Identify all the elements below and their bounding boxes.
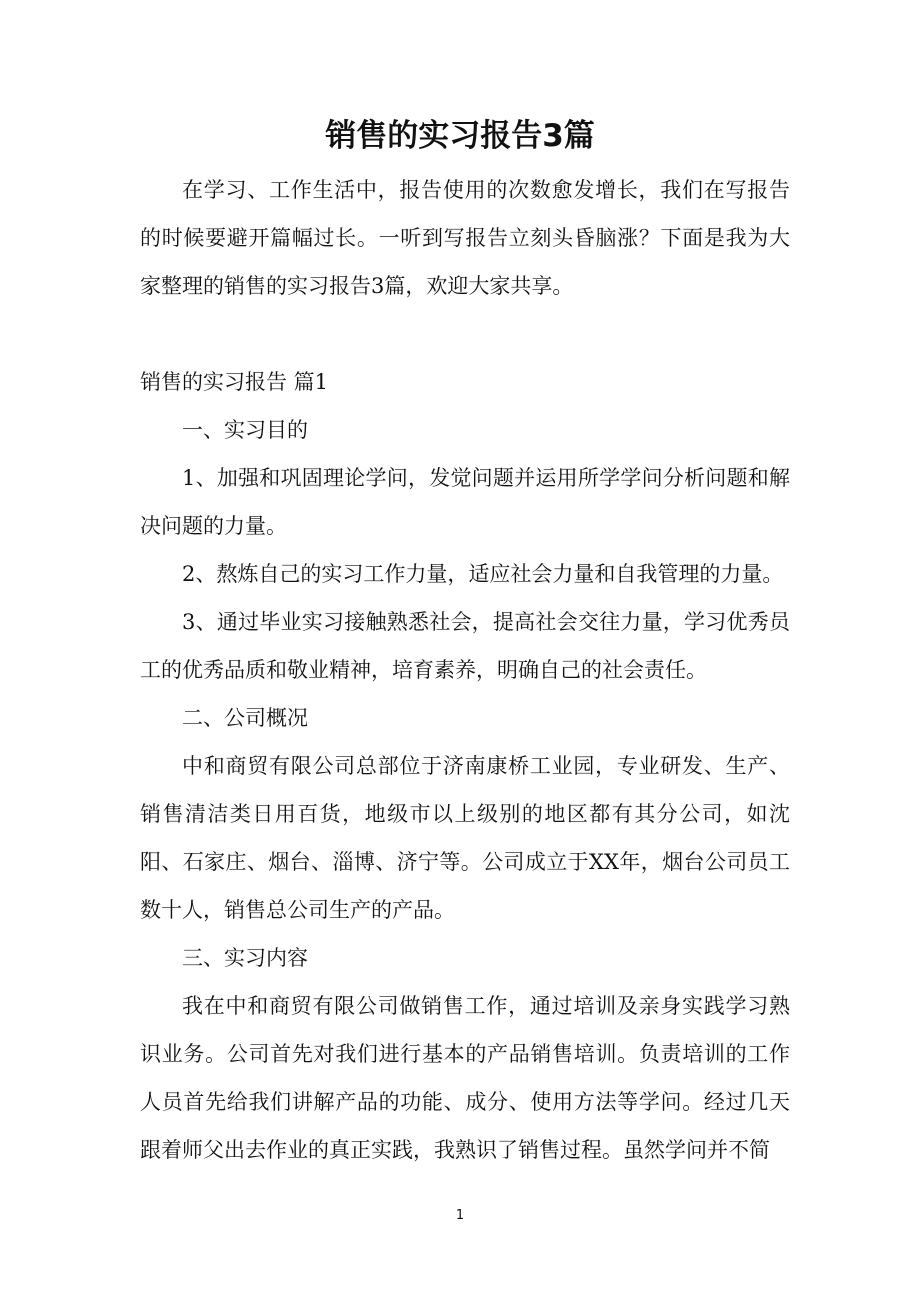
- subheading-purpose: 一、实习目的: [182, 418, 308, 442]
- content-paragraph: 我在中和商贸有限公司做销售工作，通过培训及亲身实践学习熟识业务。公司首先对我们进行基本的产品销售培训。负责培训的工作人员首先给我们讲解产品的功能、成分、使用方法等学问。经过几天跟着师父出去作业的真正实践，我熟识了销售过程。虽然学问并不简: [140, 994, 790, 1162]
- section-heading: 销售的实习报告 篇1: [140, 370, 329, 394]
- purpose-item-3: 3、通过毕业实习接触熟悉社会，提高社会交往力量，学习优秀员工的优秀品质和敬业精神，培育素养，明确自己的社会责任。: [140, 610, 790, 682]
- intro-paragraph: 在学习、工作生活中，报告使用的次数愈发增长，我们在写报告的时候要避开篇幅过长。一听到写报告立刻头昏脑涨？下面是我为大家整理的销售的实习报告3篇，欢迎大家共享。: [140, 178, 790, 298]
- document-title: 销售的实习报告3篇: [325, 118, 595, 154]
- subheading-content: 三、实习内容: [182, 946, 308, 970]
- page-number: 1: [455, 1208, 465, 1223]
- document-body: [140, 166, 790, 1174]
- subheading-company: 二、公司概况: [182, 706, 308, 730]
- purpose-item-2: 2、熬炼自己的实习工作力量，适应社会力量和自我管理的力量。: [182, 562, 784, 586]
- purpose-item-1: 1、加强和巩固理论学问，发觉问题并运用所学学问分析问题和解决问题的力量。: [140, 466, 790, 538]
- company-paragraph: 中和商贸有限公司总部位于济南康桥工业园，专业研发、生产、销售清洁类日用百货，地级市以上级别的地区都有其分公司，如沈阳、石家庄、烟台、淄博、济宁等。公司成立于XX年，烟台公司员工数十人，销售总公司生产的产品。: [140, 754, 790, 922]
